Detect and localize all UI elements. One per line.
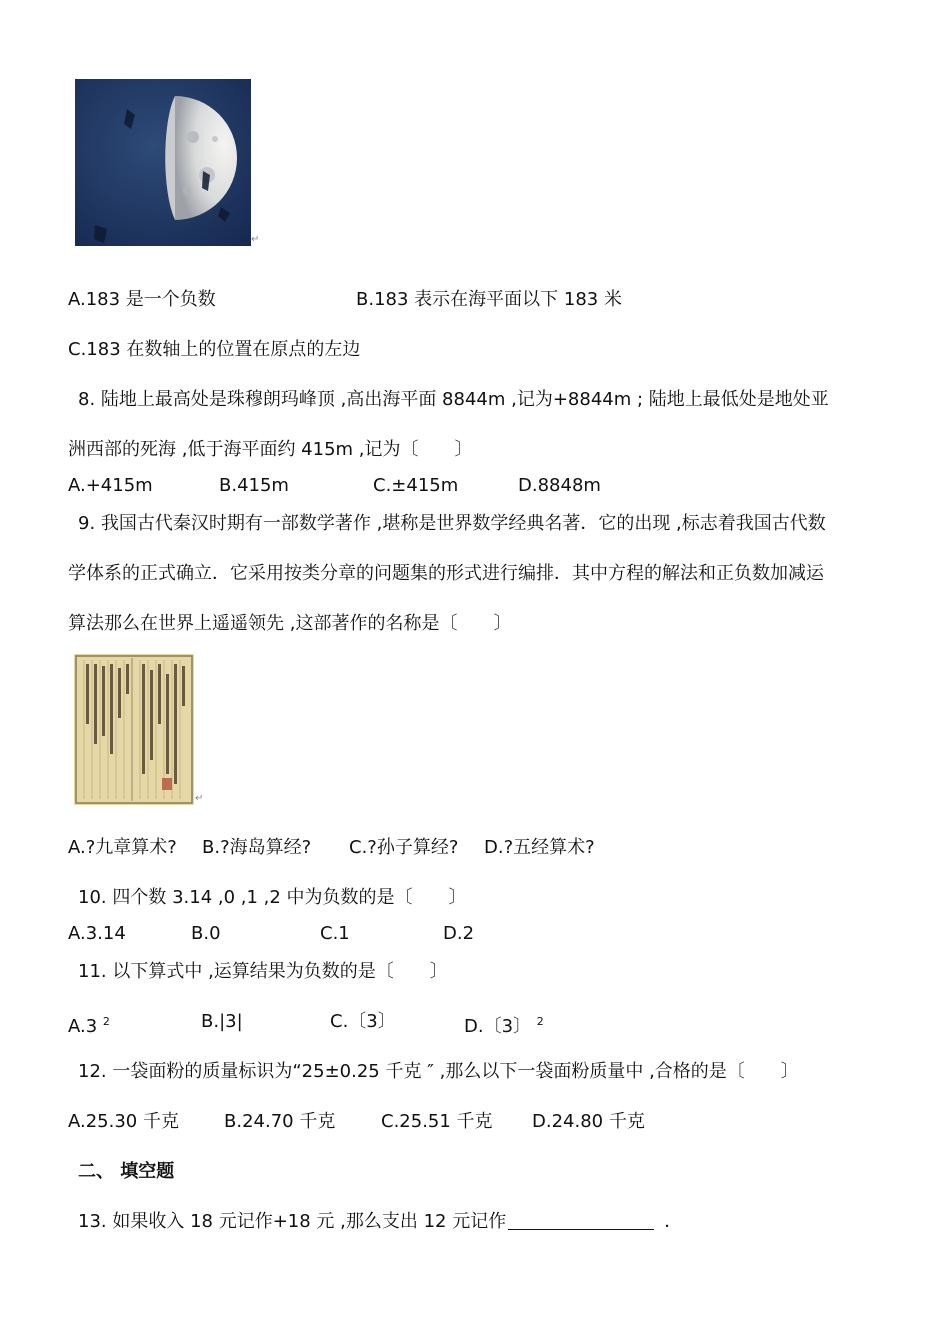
q11-option-d-text: D.〔3〕: [464, 1016, 537, 1037]
ancient-book-illustration: [74, 654, 194, 805]
q8-option-d: D.8848m: [518, 475, 601, 496]
q11-option-b: [201, 1010, 243, 1034]
answer-blank[interactable]: [508, 1211, 654, 1230]
q11-option-d-exponent: 2: [536, 1015, 544, 1028]
q9-line-3: 算法那么在世界上遥遥领先 ,这部著作的名称是〔 〕: [68, 613, 512, 634]
q9-option-d: D.?五经算术?: [484, 837, 595, 858]
q11-option-a-text: A.3: [68, 1016, 103, 1037]
q12-option-a: A.25.30 千克: [68, 1111, 179, 1132]
moon-illustration: [75, 79, 251, 246]
q8-option-a: A.+415m: [68, 475, 153, 496]
q12-line-1: 12. 一袋面粉的质量标识为“25±0.25 千克 ″ ,那么以下一袋面粉质量中 ,合格的是〔 〕: [78, 1061, 799, 1082]
q10-line-1: 10. 四个数 3.14 ,0 ,1 ,2 中为负数的是〔 〕: [78, 887, 467, 908]
q11-option-c-text: C.〔3〕: [330, 1011, 396, 1032]
q10-option-d: D.2: [443, 923, 475, 944]
q8-line-1: 8. 陆地上最高处是珠穆朗玛峰顶 ,高出海平面 8844m ,记为+8844m ; 陆地上最低处是地处亚: [78, 389, 829, 410]
q10-option-a: A.3.14: [68, 923, 126, 944]
q13-tail: ．: [664, 1211, 683, 1232]
return-mark-2: ↵: [195, 793, 204, 804]
q10-option-c: C.1: [320, 923, 350, 944]
return-mark: ↵: [251, 234, 260, 245]
q9-line-1: 9. 我国古代秦汉时期有一部数学著作 ,堪称是世界数学经典名著．它的出现 ,标志着我国古代数: [78, 513, 826, 534]
q9-option-c: C.?孙子算经?: [349, 837, 459, 858]
q9-option-a: A.?九章算术?: [68, 837, 177, 858]
q13-line: [78, 1210, 682, 1234]
section-heading: 二、 填空题: [78, 1161, 175, 1182]
q11-option-d: [464, 1010, 544, 1039]
q7-option-b: B.183 表示在海平面以下 183 米: [356, 289, 622, 310]
q12-option-d: D.24.80 千克: [532, 1111, 645, 1132]
q11-option-a-exponent: 2: [102, 1015, 110, 1028]
ancient-book-image: [74, 654, 194, 805]
q9-option-b: B.?海岛算经?: [202, 837, 312, 858]
q11-option-b-text: B.|3|: [201, 1011, 243, 1032]
q8-line-2: 洲西部的死海 ,低于海平面约 415m ,记为〔 〕: [68, 439, 473, 460]
q7-option-a: A.183 是一个负数: [68, 289, 216, 310]
q8-option-b: B.415m: [219, 475, 289, 496]
q9-line-2: 学体系的正式确立．它采用按类分章的问题集的形式进行编排．其中方程的解法和正负数加减运: [68, 563, 824, 584]
q10-option-b: B.0: [191, 923, 221, 944]
q13-text: 13. 如果收入 18 元记作+18 元 ,那么支出 12 元记作: [78, 1211, 507, 1232]
q7-option-c: C.183 在数轴上的位置在原点的左边: [68, 339, 361, 360]
q11-option-a: [68, 1010, 110, 1039]
q11-line-1: 11. 以下算式中 ,运算结果为负数的是〔 〕: [78, 961, 448, 982]
q12-option-c: C.25.51 千克: [381, 1111, 493, 1132]
q8-option-c: C.±415m: [373, 475, 459, 496]
q11-option-c: [330, 1010, 396, 1034]
q12-option-b: B.24.70 千克: [224, 1111, 336, 1132]
moon-image: [75, 79, 251, 246]
